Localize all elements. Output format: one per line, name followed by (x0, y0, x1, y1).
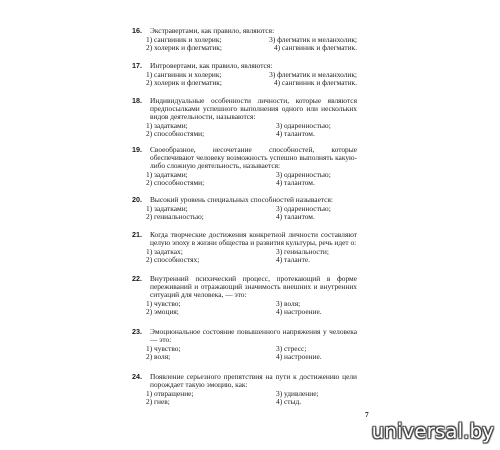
option-2: 2) гнев; (146, 396, 170, 406)
option-1: 1) чувство; (146, 344, 181, 353)
answer-options (146, 390, 357, 406)
question-number: 17. (132, 61, 142, 70)
option-1: 1) задатками; (146, 170, 188, 180)
option-2: 2) способностями; (146, 178, 205, 187)
option-2: 2) воля; (146, 351, 171, 361)
question-number: 20. (132, 195, 142, 204)
answer-options (146, 171, 357, 187)
question-19 (132, 146, 357, 187)
option-3: 3) гениальности; (276, 247, 329, 256)
question-text: Индивидуальные особенности личности, которые являются предпосылками успешного выполнения одного или нескольких видов деятельности, называются: (150, 96, 357, 122)
option-4: 4) таланте. (276, 254, 310, 264)
question-24 (132, 373, 357, 406)
option-4: 4) настроение. (276, 351, 322, 361)
question-text: Высокий уровень специальных способностей называется: (150, 195, 333, 204)
option-2: 2) способностях; (146, 254, 200, 264)
option-2: 2) эмоция; (146, 307, 179, 316)
question-text: Появление серьезного препятствия на пути к достижению цели порождает такую эмоцию, как: (150, 372, 357, 390)
option-4: 4) талантом. (276, 211, 315, 221)
question-text: Экстравертами, как правило, являются: (150, 26, 275, 35)
option-1: 1) чувство; (146, 299, 181, 309)
question-17 (132, 62, 357, 86)
option-4: 4) талантом. (276, 178, 315, 187)
question-23 (132, 328, 357, 361)
question-number: 23. (132, 327, 142, 336)
answer-options (146, 122, 357, 138)
option-3: 3) одаренностью; (276, 121, 331, 131)
answer-options (146, 248, 357, 264)
question-text: Внутренний психический процесс, протекающий в форме переживаний и отражающий значимость внешних и внутренних ситуаций для человека, — это: (150, 274, 357, 300)
option-3: 3) одаренностью; (276, 203, 331, 213)
option-4: 4) сангвиник и флегматик. (273, 77, 357, 87)
option-3: 3) удивление; (276, 389, 319, 398)
option-1: 1) сангвиник и холерик; (146, 34, 222, 44)
option-3: 3) одаренностью; (276, 170, 331, 180)
question-18 (132, 97, 357, 138)
option-3: 3) воля; (276, 299, 301, 309)
option-1: 1) задатками; (146, 121, 188, 131)
answer-options (146, 36, 357, 52)
answer-options (146, 300, 357, 316)
option-3: 3) флегматик и меланхолик; (269, 69, 357, 79)
question-number: 18. (132, 96, 142, 105)
option-1: 1) задатках; (146, 247, 183, 256)
option-4: 4) стыд. (276, 396, 302, 406)
option-1: 1) сангвиник и холерик; (146, 69, 222, 79)
option-2: 2) гениальностью; (146, 211, 204, 221)
question-text: Своеобразное, несочетание способностей, которые обеспечивают человеку возможность успешно выполнять какую-либо сложную деятельность, называется: (150, 145, 357, 171)
option-2: 2) холерик и флегматик; (146, 77, 222, 87)
option-4: 4) настроение. (276, 307, 322, 316)
option-3: 3) флегматик и меланхолик; (269, 34, 357, 44)
option-4: 4) сангвиник и флегматик. (273, 42, 357, 52)
option-1: 1) отвращение; (146, 389, 194, 398)
option-1: 1) задатками; (146, 203, 188, 213)
question-number: 21. (132, 230, 142, 239)
question-number: 16. (132, 26, 142, 35)
option-2: 2) способностями; (146, 129, 205, 138)
question-number: 19. (132, 145, 142, 154)
page-number: 7 (365, 410, 369, 419)
watermark: universal.by (371, 419, 494, 443)
option-2: 2) холерик и флегматик; (146, 42, 222, 52)
answer-options (146, 71, 357, 87)
question-text: Интровертами, как правило, являются: (150, 61, 273, 70)
question-21 (132, 231, 357, 264)
question-number: 24. (132, 372, 142, 381)
answer-options (146, 205, 357, 221)
question-22 (132, 275, 357, 316)
option-4: 4) талантом. (276, 129, 315, 138)
option-3: 3) стресс; (276, 344, 307, 353)
answer-options (146, 345, 357, 361)
question-16 (132, 27, 357, 51)
question-text: Эмоциональное состояние повышенного напряжения у человека — это: (150, 327, 357, 345)
question-20 (132, 196, 357, 220)
question-text: Когда творческие достижения конкретной личности составляют целую эпоху в жизни общества и развития культуры, речь идет о: (150, 230, 357, 248)
question-number: 22. (132, 274, 142, 283)
